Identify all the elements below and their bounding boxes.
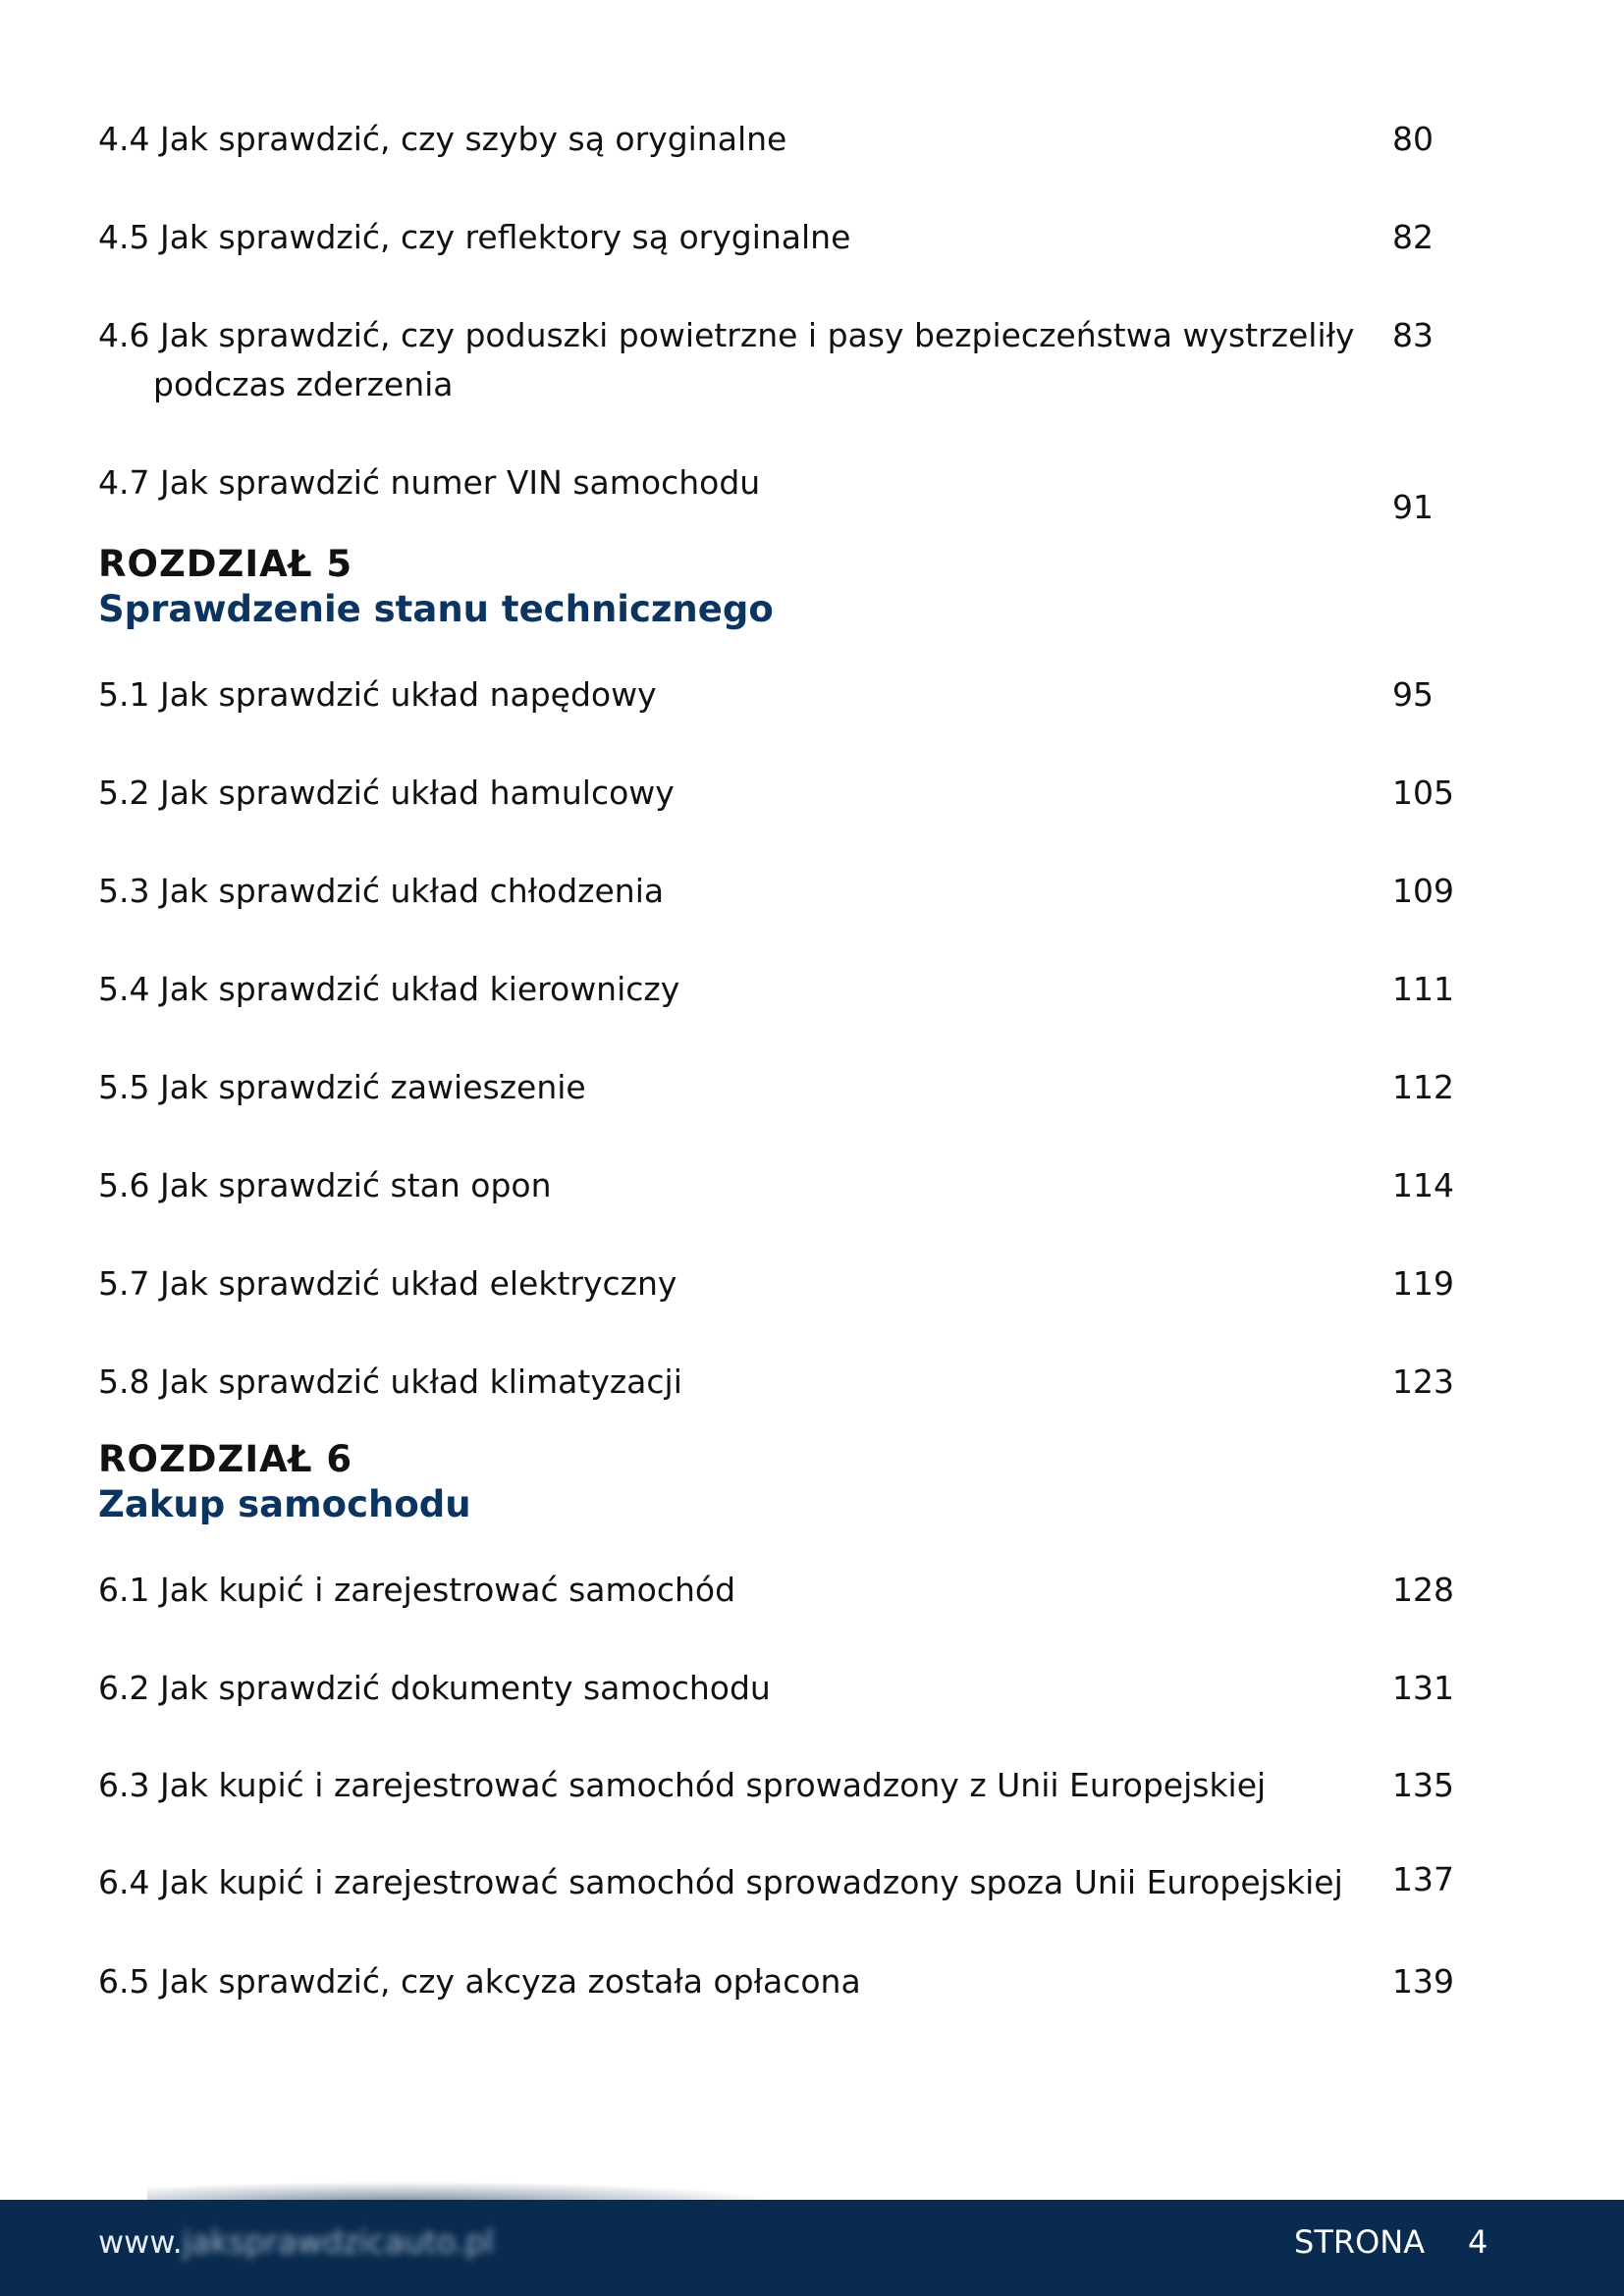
toc-entry-page: 119 bbox=[1392, 1264, 1454, 1303]
toc-entry-page: 83 bbox=[1392, 316, 1434, 354]
toc-entry-page: 80 bbox=[1392, 120, 1434, 158]
toc-entry-page: 128 bbox=[1392, 1571, 1454, 1609]
toc-entry-label: 5.7 Jak sprawdzić układ elektryczny bbox=[98, 1264, 677, 1303]
toc-entry-label: 5.3 Jak sprawdzić układ chłodzenia bbox=[98, 872, 665, 910]
toc-entry-label: 6.4 Jak kupić i zarejestrować samochód sprowadzony spoza Unii Europejskiej bbox=[98, 1863, 1343, 1901]
toc-entry-label-line2: podczas zderzenia bbox=[153, 365, 454, 403]
toc-entry-label bbox=[98, 311, 1375, 409]
chapter-number: ROZDZIAŁ 6 bbox=[98, 1438, 353, 1480]
toc-entry-page: 123 bbox=[1392, 1362, 1454, 1401]
toc-entry-label: 5.4 Jak sprawdzić układ kierowniczy bbox=[98, 970, 680, 1008]
chapter-title: Sprawdzenie stanu technicznego bbox=[98, 588, 774, 630]
chapter-number: ROZDZIAŁ 5 bbox=[98, 543, 353, 585]
toc-entry-label: 6.3 Jak kupić i zarejestrować samochód sprowadzony z Unii Europejskiej bbox=[98, 1766, 1267, 1804]
toc-entry-label: 5.8 Jak sprawdzić układ klimatyzacji bbox=[98, 1362, 682, 1401]
toc-entry-label: 6.5 Jak sprawdzić, czy akcyza została opłacona bbox=[98, 1962, 861, 2001]
toc-entry-label: 5.1 Jak sprawdzić układ napędowy bbox=[98, 675, 657, 714]
toc-entry-page: 95 bbox=[1392, 675, 1434, 714]
toc-entry-label: 5.5 Jak sprawdzić zawieszenie bbox=[98, 1068, 586, 1106]
toc-entry-label: 6.1 Jak kupić i zarejestrować samochód bbox=[98, 1571, 736, 1609]
chapter-heading bbox=[98, 1437, 471, 1527]
toc-entry-page: 109 bbox=[1392, 872, 1454, 910]
toc-entry-label: 5.6 Jak sprawdzić stan opon bbox=[98, 1166, 552, 1204]
toc-entry-page: 114 bbox=[1392, 1166, 1454, 1204]
toc-entry-label: 4.4 Jak sprawdzić, czy szyby są oryginalne bbox=[98, 120, 787, 158]
toc-entry-page: 105 bbox=[1392, 774, 1454, 812]
toc-entry-label: 4.5 Jak sprawdzić, czy reflektory są oryginalne bbox=[98, 218, 851, 256]
footer-url-prefix: www. bbox=[98, 2223, 183, 2261]
toc-entry-page: 91 bbox=[1392, 488, 1434, 526]
toc-entry-page: 139 bbox=[1392, 1962, 1454, 2001]
toc-entry-label: 4.7 Jak sprawdzić numer VIN samochodu bbox=[98, 463, 761, 502]
toc-entry-page: 131 bbox=[1392, 1669, 1454, 1707]
toc-entry-label-line1: 4.6 Jak sprawdzić, czy poduszki powietrzne i pasy bezpieczeństwa wystrzeliły bbox=[98, 316, 1355, 354]
toc-entry-page: 111 bbox=[1392, 970, 1454, 1008]
toc-entry-label: 6.2 Jak sprawdzić dokumenty samochodu bbox=[98, 1669, 771, 1707]
footer-url[interactable] bbox=[98, 2223, 494, 2261]
toc-entry-page: 137 bbox=[1392, 1860, 1454, 1898]
page-footer bbox=[0, 2200, 1624, 2296]
toc-entry-page: 135 bbox=[1392, 1766, 1454, 1804]
footer-page-label: STRONA bbox=[1294, 2223, 1426, 2261]
toc-entry-page: 112 bbox=[1392, 1068, 1454, 1106]
footer-url-blurred: jaksprawdzicauto.pl bbox=[182, 2223, 495, 2261]
chapter-title: Zakup samochodu bbox=[98, 1483, 471, 1525]
toc-entry-page: 82 bbox=[1392, 218, 1434, 256]
toc-entry-label: 5.2 Jak sprawdzić układ hamulcowy bbox=[98, 774, 675, 812]
footer-page-number: 4 bbox=[1468, 2223, 1489, 2261]
chapter-heading bbox=[98, 542, 774, 632]
